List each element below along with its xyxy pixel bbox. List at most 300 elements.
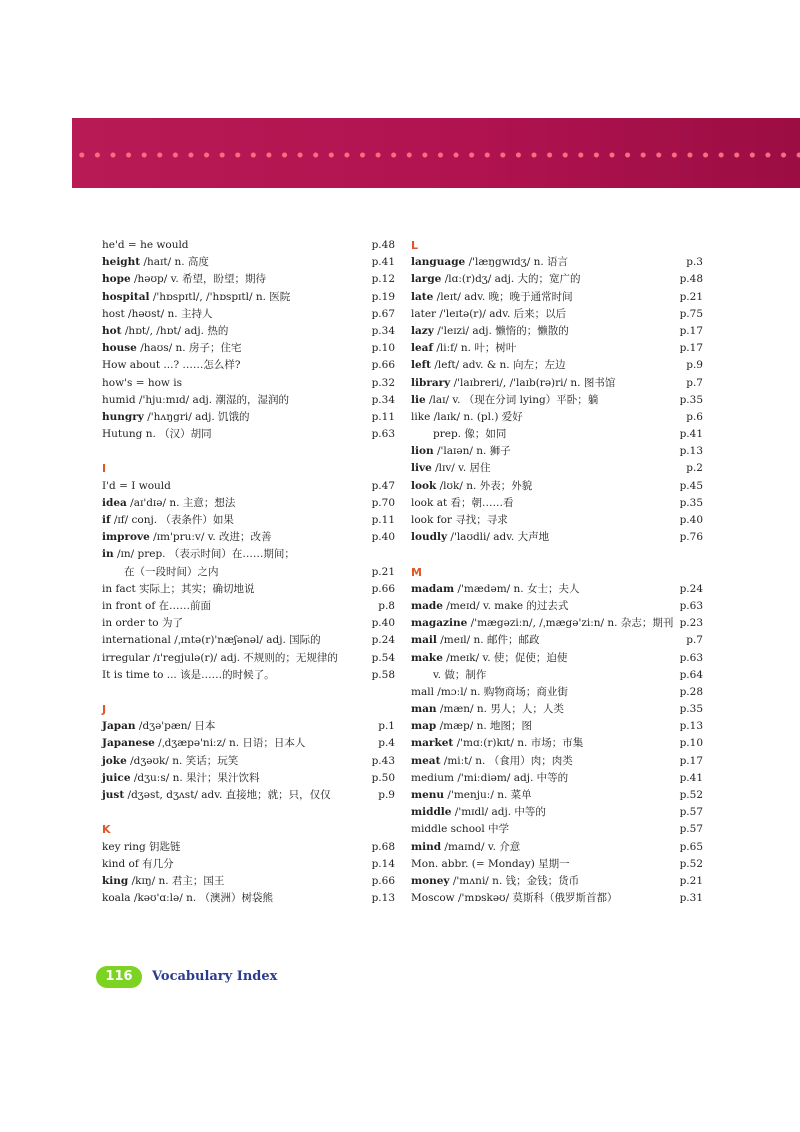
vocab-entry <box>102 306 395 323</box>
page-reference: p.11 <box>371 410 395 423</box>
page-reference: p.24 <box>679 582 703 595</box>
entry-definition: /dʒəʊk/ n. 笑话；玩笑 <box>126 754 239 767</box>
page-reference: p.7 <box>686 376 703 389</box>
page-reference: p.19 <box>371 290 395 303</box>
entry-text <box>411 306 566 323</box>
vocab-entry <box>102 340 395 357</box>
page-reference: p.3 <box>686 256 703 269</box>
entry-definition: /'leɪzi/ adj. 懒惰的；懒散的 <box>433 324 569 337</box>
entry-text <box>102 667 275 684</box>
page-reference: p.67 <box>371 307 395 320</box>
page-reference: p.57 <box>679 806 703 819</box>
entry-definition: /həʊst/ n. 主持人 <box>124 307 213 320</box>
entry-text <box>102 770 260 787</box>
entry-definition: /dʒuːs/ n. 果汁；果汁饮料 <box>130 771 260 784</box>
vocab-entry <box>102 392 395 409</box>
banner-dot-row <box>74 151 800 159</box>
entry-text <box>411 392 598 409</box>
entry-definition: /meɪd/ v. make 的过去式 <box>442 599 569 612</box>
headword: middle school <box>411 823 485 836</box>
headword: key ring <box>102 840 146 853</box>
vocab-entry <box>102 735 395 752</box>
page-reference: p.34 <box>371 324 395 337</box>
entry-definition: ……怎么样? <box>179 359 241 372</box>
entry-text <box>102 495 235 512</box>
vocab-entry <box>102 237 395 254</box>
vocab-entry <box>411 512 703 529</box>
entry-definition: prep. 像；如同 <box>433 428 507 441</box>
vocab-entry <box>102 254 395 271</box>
headword: language <box>411 256 466 269</box>
page-reference: p.6 <box>686 410 703 423</box>
headword: koala <box>102 892 131 905</box>
entry-text <box>102 753 238 770</box>
entry-text <box>102 564 219 581</box>
page-reference: p.43 <box>371 754 395 767</box>
vocab-entry <box>102 598 395 615</box>
vocab-entry <box>102 426 395 443</box>
headword: hope <box>102 273 131 286</box>
headword: market <box>411 737 454 750</box>
entry-definition: /leɪt/ adv. 晚；晚于通常时间 <box>433 290 573 303</box>
entry-text <box>411 495 514 512</box>
headword: in order to <box>102 617 159 630</box>
vocab-entry <box>411 770 703 787</box>
page-number-badge: 116 <box>96 966 142 988</box>
entry-text <box>411 615 673 632</box>
left-column <box>102 237 395 907</box>
page-reference: p.13 <box>679 445 703 458</box>
headword: lazy <box>411 324 434 337</box>
page-reference: p.11 <box>371 514 395 526</box>
right-column <box>411 237 703 907</box>
entry-text <box>102 650 338 667</box>
entry-text <box>411 873 579 890</box>
headword: look at <box>411 496 448 509</box>
entry-text <box>411 718 532 735</box>
entry-definition: /'mɒskəʊ/ 莫斯科（俄罗斯首都） <box>454 892 618 905</box>
entry-text <box>102 254 209 271</box>
headword: lion <box>411 445 434 458</box>
page-reference: p.23 <box>679 617 703 630</box>
entry-definition: /hɒt/, /hɒt/ adj. 热的 <box>121 324 229 337</box>
page-reference: p.17 <box>679 342 703 355</box>
entry-text <box>411 375 615 392</box>
headword: left <box>411 359 432 372</box>
headword: later <box>411 307 437 320</box>
entry-definition: 在……前面 <box>155 599 212 612</box>
entry-definition: 为了 <box>158 617 183 630</box>
entry-definition: /lɑː(r)dʒ/ adj. 大的；宽广的 <box>441 273 581 286</box>
section-gap <box>102 443 395 460</box>
entry-text <box>102 615 183 632</box>
page-reference: p.41 <box>679 771 703 784</box>
vocab-entry <box>411 495 703 512</box>
page-reference: p.1 <box>378 720 395 733</box>
entry-text <box>102 735 305 752</box>
entry-definition: /'mɪdl/ adj. 中等的 <box>451 806 546 819</box>
page-reference: p.45 <box>679 479 703 492</box>
headword: just <box>102 789 125 801</box>
entry-text <box>411 409 523 426</box>
entry-text <box>102 357 241 374</box>
headword: hungry <box>102 410 144 423</box>
vocab-entry <box>411 718 703 735</box>
entry-definition: /ɪ'regjulə(r)/ adj. 不规则的；无规律的 <box>149 651 338 664</box>
vocab-entry <box>102 667 395 684</box>
headword: in fact <box>102 582 136 595</box>
page-reference: p.63 <box>679 599 703 612</box>
headword: map <box>411 720 437 733</box>
entry-text <box>411 650 567 667</box>
entry-definition: /'leɪtə(r)/ adv. 后来；以后 <box>436 307 567 320</box>
page-reference: p.76 <box>679 531 703 544</box>
page-reference: p.54 <box>371 651 395 664</box>
page-reference: p.66 <box>371 359 395 372</box>
vocab-entry <box>411 529 703 546</box>
entry-definition: /'menjuː/ n. 菜单 <box>444 789 532 801</box>
page-reference: p.48 <box>679 273 703 286</box>
entry-definition: 有几分 <box>138 857 174 870</box>
vocab-entry <box>411 581 703 598</box>
entry-definition: 该是……的时候了。 <box>176 668 275 681</box>
entry-definition: /miːt/ n. （食用）肉；肉类 <box>440 754 573 767</box>
page-reference: p.58 <box>371 668 395 681</box>
vocab-entry <box>411 615 703 632</box>
headword: Japan <box>102 720 136 733</box>
page-reference: p.52 <box>679 789 703 801</box>
page-reference: p.57 <box>679 823 703 836</box>
headword: live <box>411 462 432 475</box>
headword: library <box>411 376 451 389</box>
page-reference: p.75 <box>679 307 703 320</box>
entry-definition: /mæn/ n. 男人；人；人类 <box>436 703 564 716</box>
page-reference: p.35 <box>679 496 703 509</box>
vocab-entry <box>102 581 395 598</box>
entry-definition: /left/ adv. & n. 向左；左边 <box>431 359 566 372</box>
page-reference: p.35 <box>679 703 703 716</box>
entry-text <box>411 632 539 649</box>
entry-text <box>411 529 549 546</box>
entry-text <box>411 787 532 804</box>
page-reference: p.17 <box>679 324 703 337</box>
entry-definition: /dʒə'pæn/ 日本 <box>135 720 216 733</box>
headword: juice <box>102 771 131 784</box>
entry-text <box>102 581 255 598</box>
vocab-entry <box>102 873 395 890</box>
entry-text <box>102 890 273 907</box>
page-reference: p.64 <box>679 668 703 681</box>
headword: loudly <box>411 531 448 544</box>
headword: menu <box>411 789 445 801</box>
entry-text <box>411 598 568 615</box>
vocab-entry <box>411 340 703 357</box>
vocab-entry <box>411 856 703 873</box>
page-reference: p.13 <box>371 892 395 905</box>
headword: joke <box>102 754 127 767</box>
page-reference: p.21 <box>679 290 703 303</box>
entry-definition: /'mægəziːn/, /ˌmægə'ziːn/ n. 杂志；期刊 <box>467 617 674 630</box>
entry-text <box>102 529 272 546</box>
section-gap <box>102 684 395 701</box>
page-reference: p.66 <box>371 582 395 595</box>
entry-text <box>102 426 212 443</box>
page-reference: p.41 <box>371 256 395 269</box>
vocab-entry <box>411 357 703 374</box>
headword: he'd <box>102 239 125 251</box>
headword: meat <box>411 754 441 767</box>
entry-text <box>411 460 491 477</box>
entry-definition: /'laɪbreri/, /'laɪb(rə)ri/ n. 图书馆 <box>450 376 616 389</box>
headword: how's <box>102 376 133 389</box>
headword: like <box>411 410 431 423</box>
page-reference: p.28 <box>679 685 703 698</box>
entry-text <box>411 323 569 340</box>
entry-text <box>411 753 573 770</box>
vocab-entry <box>102 632 395 649</box>
section-letter: L <box>411 239 419 252</box>
vocab-entry <box>411 701 703 718</box>
vocab-entry <box>411 684 703 701</box>
entry-text <box>411 839 520 856</box>
headword: man <box>411 703 437 716</box>
vocab-entry <box>411 735 703 752</box>
section-gap <box>102 804 395 821</box>
page-reference: p.13 <box>679 720 703 733</box>
vocab-entry <box>102 409 395 426</box>
entry-definition: /'mɑː(r)kɪt/ n. 市场；市集 <box>453 737 584 750</box>
page-reference: p.50 <box>371 771 395 784</box>
vocab-entry <box>102 787 395 804</box>
headword: international <box>102 634 171 647</box>
entry-text <box>411 254 568 271</box>
headword: How about ...? <box>102 359 180 372</box>
headword: made <box>411 599 443 612</box>
entry-definition: 看；朝……看 <box>447 496 514 509</box>
entry-text <box>102 787 331 804</box>
entry-text <box>102 271 266 288</box>
entry-definition: /kəʊ'ɑːlə/ n. （澳洲）树袋熊 <box>130 892 274 905</box>
vocab-entry <box>411 598 703 615</box>
page-reference: p.40 <box>679 514 703 526</box>
vocab-entry <box>411 323 703 340</box>
entry-definition: /maɪnd/ v. 介意 <box>441 840 521 853</box>
vocab-entry <box>102 753 395 770</box>
entry-definition: /ɪm'pruːv/ v. 改进；改善 <box>149 531 272 544</box>
page-reference: p.9 <box>686 359 703 372</box>
entry-definition: = I would <box>115 479 171 492</box>
entry-text <box>102 409 250 426</box>
headword: look <box>411 479 437 492</box>
headword: height <box>102 256 141 269</box>
vocab-entry <box>411 787 703 804</box>
entry-text <box>102 839 181 856</box>
vocab-entry <box>102 564 395 581</box>
page-reference: p.4 <box>378 737 395 750</box>
vocab-entry <box>411 426 703 443</box>
page-reference: p.35 <box>679 393 703 406</box>
vocab-entry <box>411 409 703 426</box>
entry-text <box>102 306 213 323</box>
entry-definition: 寻找；寻求 <box>451 514 508 526</box>
entry-text <box>102 718 215 735</box>
entry-text <box>411 512 508 529</box>
vocab-entry <box>102 856 395 873</box>
entry-text <box>102 856 174 873</box>
entry-definition: /kɪŋ/ n. 君主；国王 <box>128 874 225 887</box>
vocab-entry <box>102 650 395 667</box>
page-reference: p.21 <box>371 565 395 578</box>
vocab-entry <box>411 460 703 477</box>
entry-text <box>411 340 516 357</box>
headword: mall <box>411 685 434 698</box>
page-reference: p.32 <box>371 376 395 389</box>
vocab-entry <box>411 289 703 306</box>
entry-definition: n. （汉）胡同 <box>142 428 212 441</box>
headword: late <box>411 290 434 303</box>
page-reference: p.31 <box>679 892 703 905</box>
entry-definition: /ˌdʒæpə'niːz/ n. 日语；日本人 <box>154 737 306 750</box>
headword: look for <box>411 514 452 526</box>
vocab-entry <box>102 289 395 306</box>
page-reference: p.65 <box>679 840 703 853</box>
headword: host <box>102 307 125 320</box>
vocab-entry <box>102 529 395 546</box>
headword: leaf <box>411 342 433 355</box>
entry-text <box>411 856 570 873</box>
entry-text <box>411 581 579 598</box>
vocab-entry <box>411 254 703 271</box>
page-reference: p.21 <box>679 874 703 887</box>
entry-definition: /'laɪən/ n. 狮子 <box>433 445 511 458</box>
headword: I'd <box>102 479 116 492</box>
page-reference: p.8 <box>378 599 395 612</box>
entry-definition: /haɪt/ n. 高度 <box>140 256 209 269</box>
vocab-entry <box>411 650 703 667</box>
vocab-entry <box>411 890 703 907</box>
headword: Japanese <box>102 737 155 750</box>
section-gap <box>411 546 703 563</box>
entry-definition: 钥匙链 <box>145 840 181 853</box>
entry-definition: /'miːdiəm/ adj. 中等的 <box>453 771 569 784</box>
entry-definition: /ˌɪntə(r)'næʃənəl/ adj. 国际的 <box>170 634 321 647</box>
page-reference: p.47 <box>371 479 395 492</box>
vocab-entry <box>102 478 395 495</box>
vocab-entry <box>411 873 703 890</box>
vocab-entry <box>411 753 703 770</box>
vocab-entry <box>102 718 395 735</box>
page-reference: p.34 <box>371 393 395 406</box>
headword: improve <box>102 531 150 544</box>
page-reference: p.14 <box>371 857 395 870</box>
page-reference: p.24 <box>371 634 395 647</box>
entry-definition: /meɪl/ n. 邮件；邮政 <box>436 634 540 647</box>
vocab-entry <box>102 271 395 288</box>
vocab-entry <box>102 357 395 374</box>
page-reference: p.12 <box>371 273 395 286</box>
page-reference: p.63 <box>679 651 703 664</box>
page-reference: p.10 <box>679 737 703 750</box>
page-reference: p.40 <box>371 531 395 544</box>
entry-text <box>102 237 189 254</box>
vocab-entry <box>411 392 703 409</box>
entry-text <box>411 271 581 288</box>
entry-definition: /meɪk/ v. 使；促使；迫使 <box>442 651 568 664</box>
section-letter: M <box>411 565 422 579</box>
entry-text <box>102 873 224 890</box>
headword: mind <box>411 840 442 853</box>
entry-definition: 实际上；其实；确切地说 <box>135 582 255 595</box>
headword: in <box>102 548 114 561</box>
page-reference: p.9 <box>378 789 395 801</box>
vocab-entry <box>411 443 703 460</box>
entry-definition: /laɪk/ n. (pl.) 爱好 <box>430 410 523 423</box>
page-reference: p.48 <box>371 239 395 251</box>
headword: large <box>411 273 442 286</box>
entry-definition: /'mʌni/ n. 钱；金钱；货币 <box>449 874 580 887</box>
entry-definition: /'laʊdli/ adv. 大声地 <box>447 531 550 544</box>
entry-text <box>411 735 583 752</box>
headword: Hutung <box>102 428 143 441</box>
entry-text <box>102 340 242 357</box>
entry-text <box>411 684 568 701</box>
vocab-entry <box>411 271 703 288</box>
entry-text <box>411 821 509 838</box>
headword: mail <box>411 634 437 647</box>
entry-definition: /lʊk/ n. 外表；外貌 <box>436 479 533 492</box>
headword: irregular <box>102 651 150 664</box>
vocab-entry <box>102 546 395 563</box>
vocab-entry <box>102 323 395 340</box>
entry-definition: /ɪn/ prep. （表示时间）在……期间； <box>113 548 295 561</box>
page-reference: p.2 <box>686 462 703 475</box>
page-reference: p.70 <box>371 496 395 509</box>
headword: hot <box>102 324 122 337</box>
vocab-entry <box>411 306 703 323</box>
entry-definition: 中学 <box>484 823 510 836</box>
vocab-entry <box>411 667 703 684</box>
entry-text <box>411 357 565 374</box>
entry-definition: /aɪ'dɪə/ n. 主意；想法 <box>126 496 236 509</box>
entry-text <box>102 478 171 495</box>
entry-definition: abbr. (= Monday) 星期一 <box>438 857 570 870</box>
headword: hospital <box>102 290 150 303</box>
entry-definition: /'hjuːmɪd/ adj. 潮湿的，湿润的 <box>135 393 289 406</box>
entry-text <box>102 512 234 529</box>
page-reference: p.7 <box>686 634 703 647</box>
vocab-entry <box>102 770 395 787</box>
headword: idea <box>102 496 127 509</box>
entry-text <box>102 632 321 649</box>
page-reference: p.66 <box>371 874 395 887</box>
headword: middle <box>411 806 452 819</box>
entry-definition: /haʊs/ n. 房子；住宅 <box>136 342 242 355</box>
entry-definition: /mæp/ n. 地图；图 <box>436 720 533 733</box>
entry-definition: /ɪf/ conj. （表条件）如果 <box>110 514 234 526</box>
vocab-entry <box>411 804 703 821</box>
headword: kind of <box>102 857 139 870</box>
page-reference: p.41 <box>679 428 703 441</box>
entry-text <box>411 804 546 821</box>
entry-text <box>411 890 617 907</box>
entry-text <box>411 667 486 684</box>
vocab-entry <box>411 821 703 838</box>
entry-text <box>102 546 295 563</box>
vocab-entry <box>102 512 395 529</box>
headword: Moscow <box>411 892 455 905</box>
headword: in front of <box>102 599 156 612</box>
entry-definition: = he would <box>124 239 189 251</box>
